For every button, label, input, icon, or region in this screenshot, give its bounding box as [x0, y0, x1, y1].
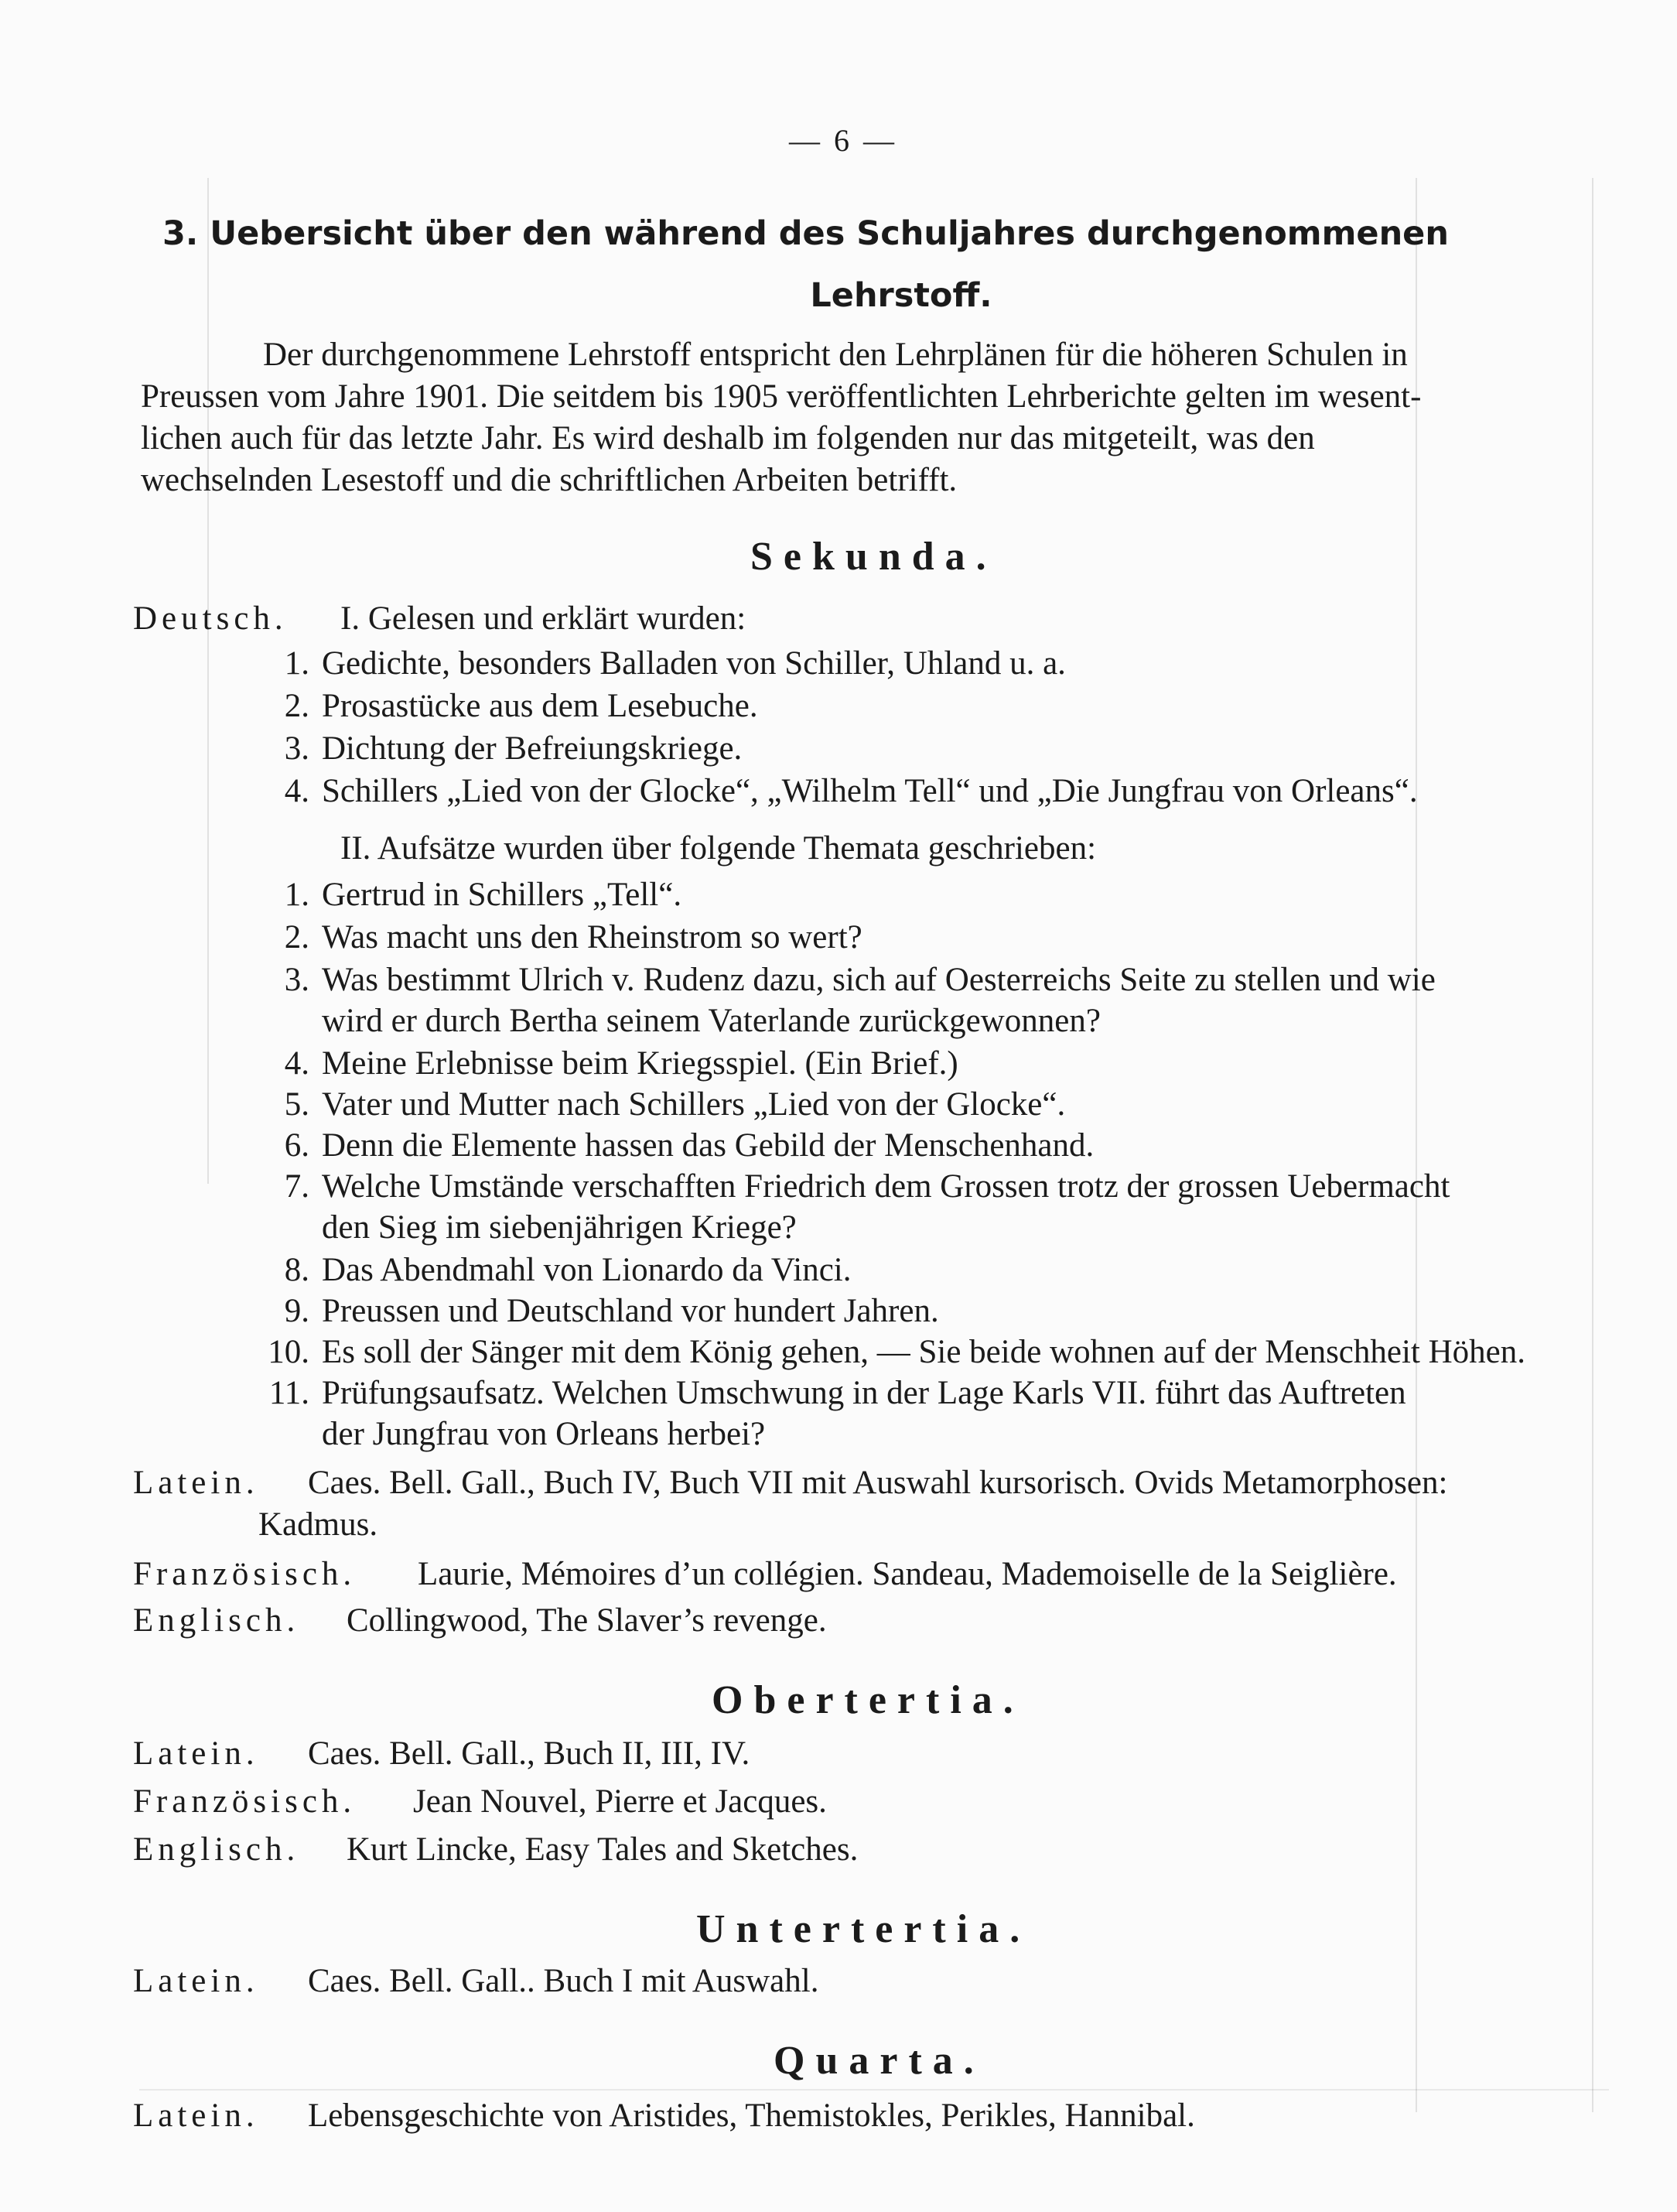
list-item: Dichtung der Befreiungskriege. [322, 730, 743, 767]
intro-line: lichen auch für das letzte Jahr. Es wird deshalb im folgenden nur das mitgeteilt, was den [141, 420, 1315, 456]
subject-deutsch: Deutsch. [133, 600, 288, 637]
show-through-line [207, 178, 209, 1184]
latein-continuation: Kadmus. [258, 1506, 378, 1543]
subject-englisch: Englisch. [133, 1602, 300, 1639]
intro-paragraph [141, 334, 1634, 501]
subject-latein: Latein. [133, 2097, 259, 2134]
heading-line-2: Lehrstoff. [810, 276, 992, 315]
item-number: 4. [284, 1045, 309, 1082]
subject-latein: Latein. [133, 1465, 259, 1501]
part1-heading: I. Gelesen und erklärt wurden: [340, 600, 746, 637]
list-item: Schillers „Lied von der Glocke“, „Wilhelm Tell“ und „Die Jungfrau von Orleans“. [322, 773, 1418, 809]
list-item: Welche Umstände verschafften Friedrich dem Grossen trotz der grossen Uebermacht [322, 1168, 1450, 1205]
item-number: 9. [284, 1293, 309, 1329]
list-item: Vater und Mutter nach Schillers „Lied von der Glocke“. [322, 1086, 1066, 1123]
subject-englisch: Englisch. [133, 1831, 300, 1868]
page-number: — 6 — [789, 123, 897, 158]
item-number: 1. [284, 645, 309, 682]
list-item: Denn die Elemente hassen das Gebild der Menschenhand. [322, 1127, 1095, 1164]
subject-latein: Latein. [133, 1963, 259, 1999]
subject-franzoesisch: Französisch. [133, 1783, 357, 1820]
list-item: Es soll der Sänger mit dem König gehen, — Sie beide wohnen auf der Menschheit Höhen. [322, 1334, 1525, 1370]
item-number: 4. [284, 773, 309, 809]
list-item: Was bestimmt Ulrich v. Rudenz dazu, sich auf Oesterreichs Seite zu stellen und wie [322, 962, 1436, 998]
latein-text: Caes. Bell. Gall., Buch IV, Buch VII mit Auswahl kursorisch. Ovids Metamorphosen: [308, 1465, 1448, 1501]
heading-line-1: 3. Uebersicht über den während des Schuljahres durchgenommenen [162, 214, 1449, 253]
item-number: 8. [284, 1252, 309, 1288]
section-title-sekunda: Sekunda. [750, 535, 997, 579]
item-number: 11. [268, 1375, 309, 1411]
subject-franzoesisch: Französisch. [133, 1556, 357, 1592]
intro-line: wechselnden Lesestoff und die schriftlichen Arbeiten betrifft. [141, 462, 958, 498]
list-item: Gertrud in Schillers „Tell“. [322, 877, 682, 913]
item-number: 6. [284, 1127, 309, 1164]
latein-text: Caes. Bell. Gall., Buch II, III, IV. [308, 1735, 750, 1772]
section-heading [162, 203, 1640, 327]
franzoesisch-text: Laurie, Mémoires d’un collégien. Sandeau, Mademoiselle de la Seiglière. [418, 1556, 1397, 1592]
list-item: Das Abendmahl von Lionardo da Vinci. [322, 1252, 852, 1288]
franzoesisch-text: Jean Nouvel, Pierre et Jacques. [413, 1783, 827, 1820]
item-number: 1. [284, 877, 309, 913]
englisch-text: Collingwood, The Slaver’s revenge. [347, 1602, 827, 1639]
section-title-quarta: Quarta. [774, 2039, 985, 2083]
item-number: 2. [284, 688, 309, 724]
section-title-obertertia: Obertertia. [712, 1678, 1024, 1722]
list-item-continuation: der Jungfrau von Orleans herbei? [322, 1416, 766, 1452]
item-number: 5. [284, 1086, 309, 1123]
section-title-untertertia: Untertertia. [696, 1907, 1031, 1951]
list-item: Gedichte, besonders Balladen von Schiller, Uhland u. a. [322, 645, 1066, 682]
item-number: 3. [284, 730, 309, 767]
part2-heading: II. Aufsätze wurden über folgende Themata geschrieben: [340, 830, 1097, 867]
list-item: Was macht uns den Rheinstrom so wert? [322, 919, 862, 956]
list-item-continuation: den Sieg im siebenjährigen Kriege? [322, 1209, 797, 1246]
item-number: 10. [268, 1334, 309, 1370]
englisch-text: Kurt Lincke, Easy Tales and Sketches. [347, 1831, 859, 1868]
list-item: Prosastücke aus dem Lesebuche. [322, 688, 758, 724]
list-item: Meine Erlebnisse beim Kriegsspiel. (Ein Brief.) [322, 1045, 958, 1082]
intro-line: Preussen vom Jahre 1901. Die seitdem bis 1905 veröffentlichten Lehrberichte gelten im wesent- [141, 378, 1422, 415]
item-number: 7. [284, 1168, 309, 1205]
subject-latein: Latein. [133, 1735, 259, 1772]
item-number: 2. [284, 919, 309, 956]
item-number: 3. [284, 962, 309, 998]
show-through-line [139, 2089, 1609, 2091]
latein-text: Caes. Bell. Gall.. Buch I mit Auswahl. [308, 1963, 819, 1999]
list-item-continuation: wird er durch Bertha seinem Vaterlande zurückgewonnen? [322, 1003, 1101, 1039]
intro-line: Der durchgenommene Lehrstoff entspricht den Lehrplänen für die höheren Schulen in [263, 337, 1408, 373]
list-item: Prüfungsaufsatz. Welchen Umschwung in der Lage Karls VII. führt das Auftreten [322, 1375, 1406, 1411]
list-item: Preussen und Deutschland vor hundert Jahren. [322, 1293, 939, 1329]
latein-text: Lebensgeschichte von Aristides, Themistokles, Perikles, Hannibal. [308, 2097, 1195, 2134]
